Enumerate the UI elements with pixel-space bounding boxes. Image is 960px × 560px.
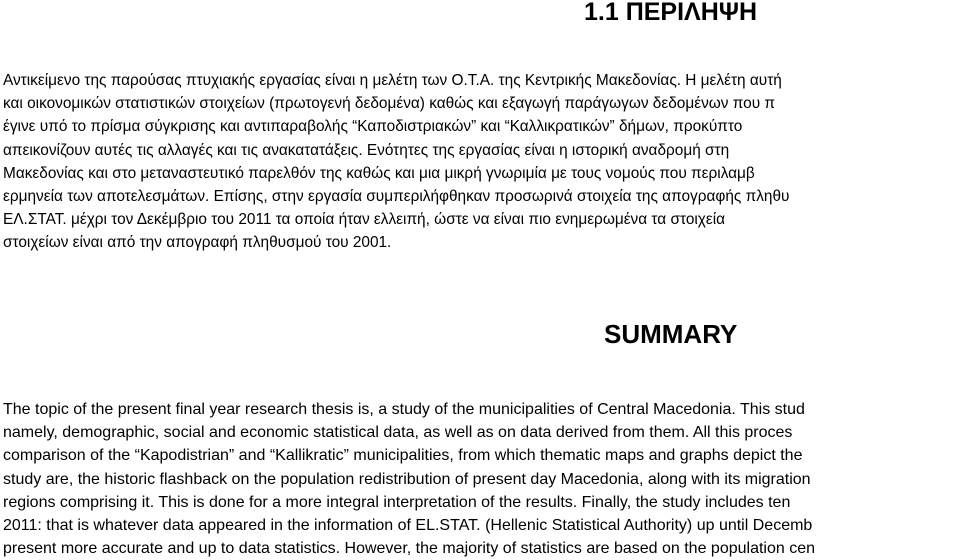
greek-abstract-line: Μακεδονίας και στο μεταναστευτικό παρελθόν της καθώς και μια μικρή γνωριμία με τους νομούς που περιλαμβ (3, 164, 755, 182)
greek-abstract-line: ερμηνεία των αποτελεσμάτων. Επίσης, στην εργασία συμπεριλήφθηκαν προσωρινά στοιχεία της απογραφής πληθυ (3, 187, 790, 205)
english-summary-line: namely, demographic, social and economic statistical data, as well as on data derived from them. All this proces (3, 424, 793, 442)
english-summary-line: The topic of the present final year research thesis is, a study of the municipalities of Central Macedonia. This stud (3, 401, 805, 418)
greek-abstract-paragraph (3, 69, 789, 255)
greek-abstract-line: στοιχείων είναι από την απογραφή πληθυσμού του 2001. (3, 234, 392, 252)
greek-abstract-line: έγινε υπό το πρίσμα σύγκρισης και αντιπαραβολής “Καποδιστριακών” και “Καλλικρατικών” δήμων, προκύπτο (3, 118, 743, 136)
english-summary-paragraph (3, 398, 815, 560)
greek-abstract-line: Αντικείμενο της παρούσας πτυχιακής εργασίας είναι η μελέτη των Ο.Τ.Α. της Κεντρικής Μακεδονίας. Η μελέτη αυτή (3, 72, 782, 89)
english-summary-line: regions comprising it. This is done for a more integral interpretation of the results. Finally, the study includes ten (3, 493, 791, 511)
english-summary-line: 2011: that is whatever data appeared in the information of EL.STAT. (Hellenic Statistical Authority) up until Decemb (3, 516, 813, 534)
greek-section-heading: 1.1 ΠΕΡΙΛΗΨΗ (584, 0, 758, 26)
english-summary-line: comparison of the “Kapodistrian” and “Kallikratic” municipalities, from which thematic maps and graphs depict the (3, 447, 803, 465)
greek-abstract-line: και οικονομικών στατιστικών στοιχείων (πρωτογενή δεδομένα) καθώς και εξαγωγή παράγωγων δεδομένων που π (3, 95, 776, 113)
greek-abstract-line: ΕΛ.ΣΤΑΤ. μέχρι τον Δεκέμβριο του 2011 τα οποία ήταν ελλειπή, ώστε να είναι πιο ενημερωμένα τα στοιχεία (3, 211, 726, 229)
english-summary-line: study are, the historic flashback on the population redistribution of present day Macedonia, along with its migration (3, 470, 811, 488)
english-summary-line: present more accurate and up to data statistics. However, the majority of statistics are based on the population cen (3, 540, 815, 558)
summary-heading: SUMMARY (604, 319, 738, 349)
greek-abstract-line: απεικονίζουν αυτές τις αλλαγές και τις ανακατατάξεις. Ενότητες της εργασίας είναι η ιστορική αναδρομή στη (3, 141, 730, 159)
